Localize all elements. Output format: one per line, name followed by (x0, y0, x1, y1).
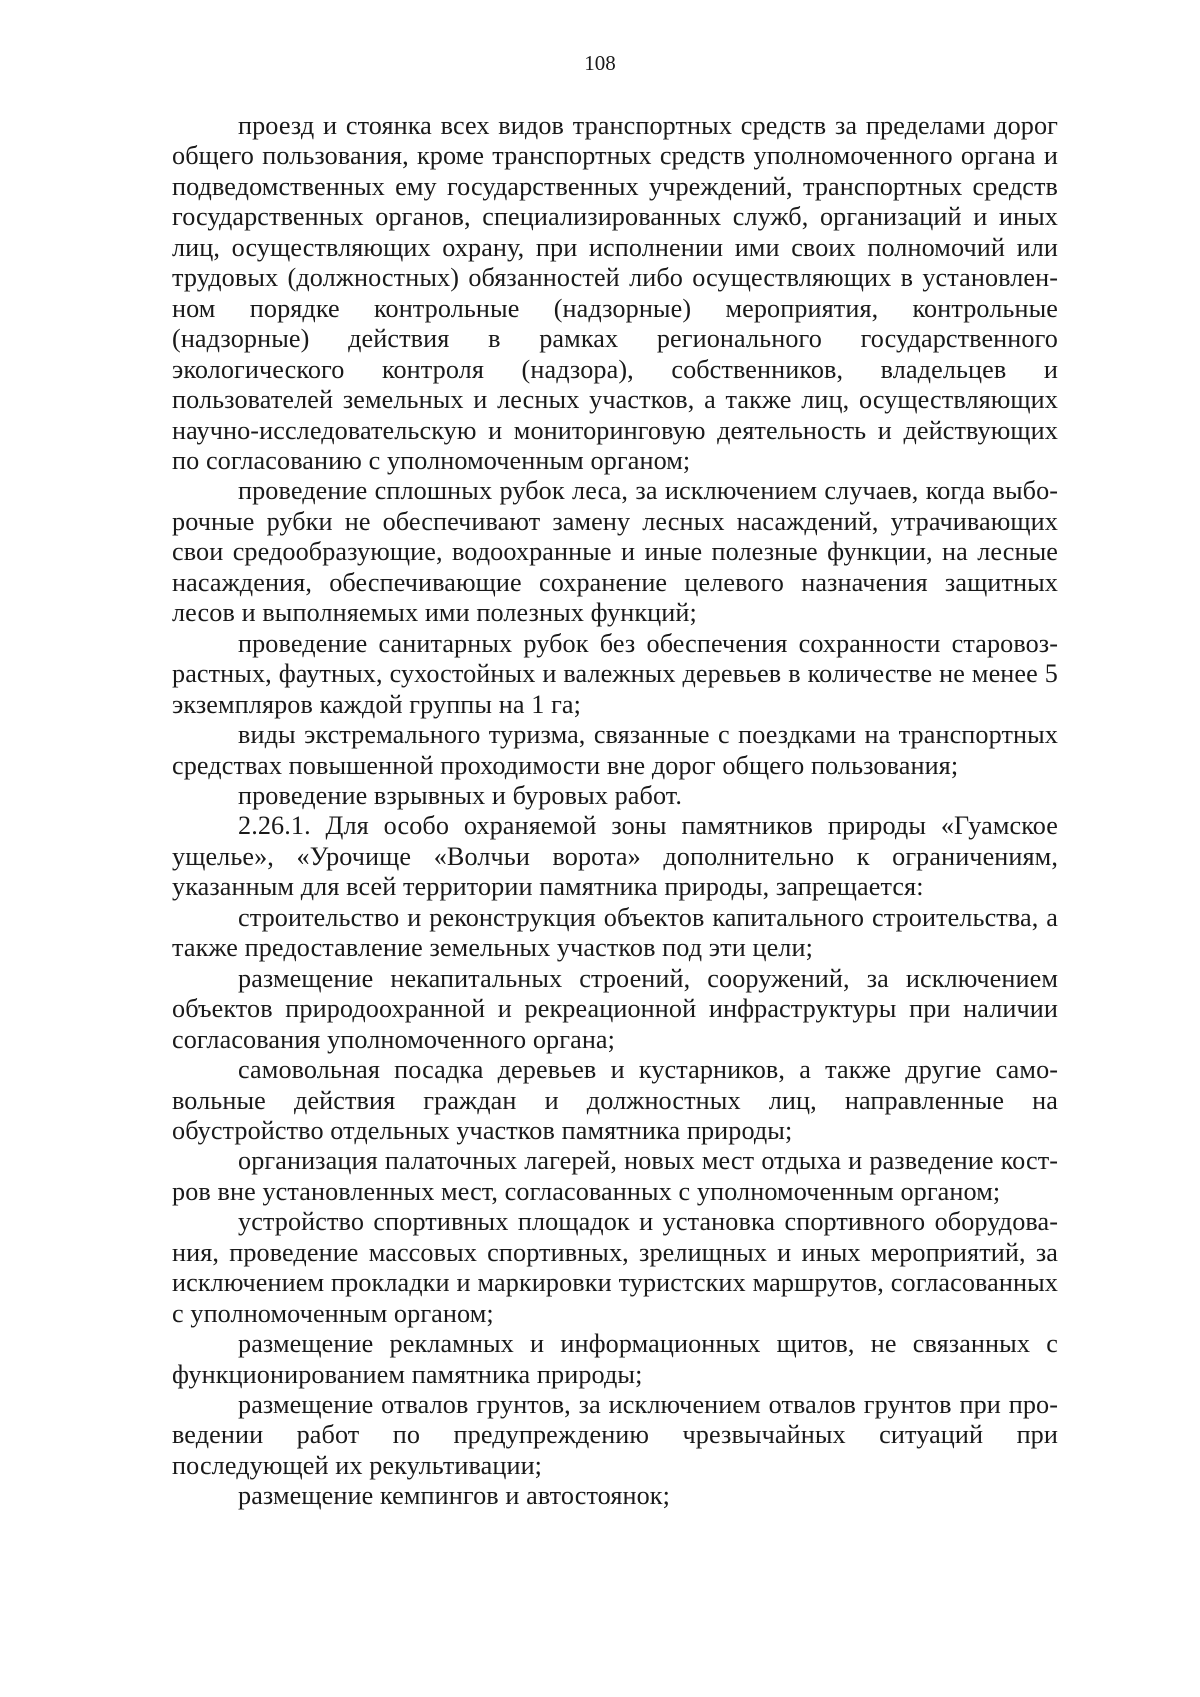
paragraph-extreme-tourism: виды экстремального туризма, связанные с поездками на транспортных средствах повышенной проходимости вне дорог общего пользования; (172, 720, 1058, 780)
paragraph-camps-fires: организация палаточных лагерей, новых мест отдыха и разведение костров вне установленных мест, согласованных с уполномоченным органом; (172, 1146, 1058, 1206)
paragraph-sanitary-cutting: проведение санитарных рубок без обеспечения сохранности старовозрастных, фаутных, сухостойных и валежных деревьев в количестве не менее 5 экземпляров каждой группы на 1 га; (172, 628, 1058, 719)
paragraph-temporary-structures: размещение некапитальных строений, сооружений, за исключением объектов природоохранной и рекреационной инфраструктуры при наличии согласования уполномоченного органа; (172, 963, 1058, 1054)
paragraph-vehicle-access: проезд и стоянка всех видов транспортных средств за пределами дорог общего пользования, кроме транспортных средств уполномоченного органа и подведомственных ему государственных учреждений, транспортных средств государственных органов, специализированных служб, организаций и иных лиц, осуществляющих охрану, при исполнении ими своих полномочий или трудовых (должностных) обязанностей либо осуществляющих в установленном порядке контрольные (надзорные) мероприятия, контрольные (надзорные) действия в рамках регионального государственного экологического контроля (надзора), собственников, владельцев и пользователей земельных и лесных участков, а также лиц, осуществляющих научно-исследовательскую и мониторинговую деятельность и действующих по согласованию с уполномоченным органом; (172, 111, 1058, 475)
paragraph-blasting-drilling: проведение взрывных и буровых работ. (238, 780, 683, 810)
page-number: 108 (584, 51, 616, 75)
paragraph-unauthorized-planting: самовольная посадка деревьев и кустарников, а также другие самовольные действия граждан и должностных лиц, направленные на обустройство отдельных участков памятника природы; (172, 1055, 1058, 1145)
paragraph-campsites-parking: размещение кемпингов и автостоянок; (238, 1481, 670, 1511)
document-body (172, 111, 1058, 1512)
paragraph-sports-facilities: устройство спортивных площадок и установка спортивного оборудования, проведение массовых спортивных, зрелищных и иных мероприятий, за исключением прокладки и маркировки туристских маршрутов, согласованных с уполномоченным органом; (172, 1207, 1058, 1328)
paragraph-clear-cutting: проведение сплошных рубок леса, за исключением случаев, когда выборочные рубки не обеспечивают замену лесных насаждений, утрачивающих свои средообразующие, водоохранные и иные полезные функции, на лесные насаждения, обеспечивающие сохранение целевого назначения защитных лесов и выполняемых ими полезных функций; (172, 476, 1058, 628)
paragraph-section-2-26-1: 2.26.1. Для особо охраняемой зоны памятников природы «Гуамское ущелье», «Урочище «Волчьи ворота» дополнительно к ограничениям, указанным для всей территории памятника природы, запрещается: (172, 811, 1058, 902)
paragraph-advertising-boards: размещение рекламных и информационных щитов, не связанных с функционированием памятника природы; (172, 1329, 1058, 1389)
paragraph-construction: строительство и реконструкция объектов капитального строительства, а также предоставление земельных участков под эти цели; (172, 902, 1058, 963)
paragraph-soil-dumps: размещение отвалов грунтов, за исключением отвалов грунтов при проведении работ по предупреждению чрезвычайных ситуаций при последующей их рекультивации; (172, 1390, 1058, 1480)
